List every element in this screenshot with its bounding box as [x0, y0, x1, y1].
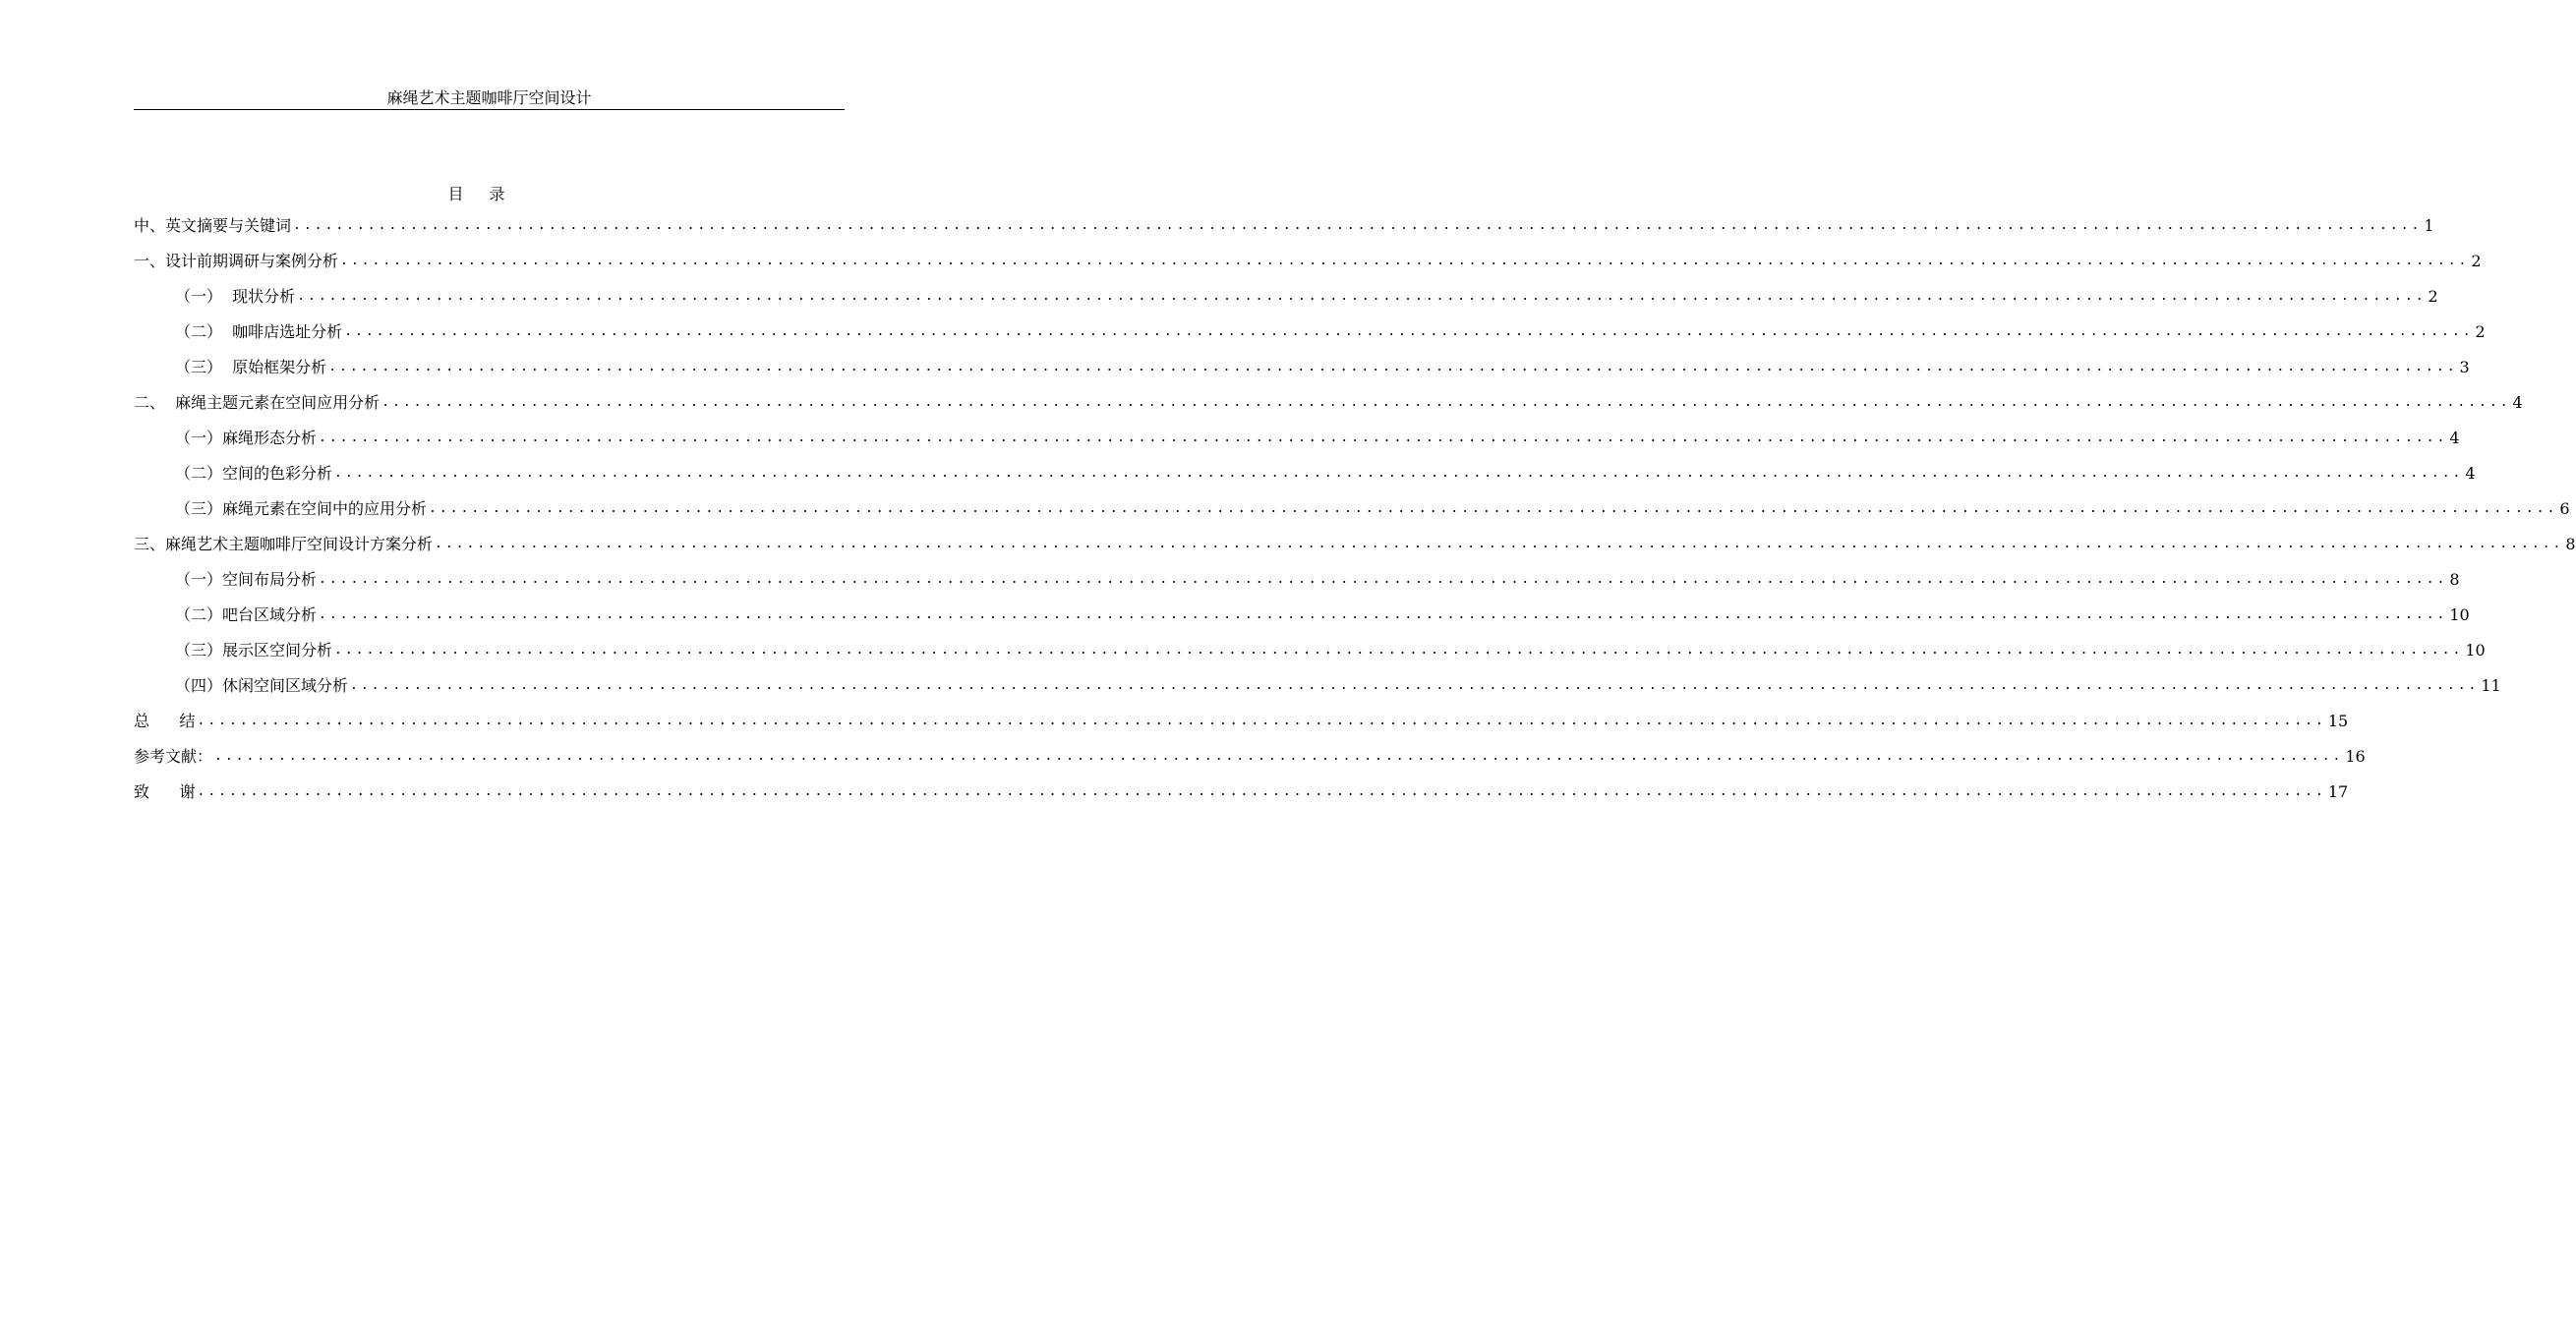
toc-entry-label: （一） 现状分析 — [175, 287, 296, 306]
toc-entry-label: （二）吧台区域分析 — [175, 605, 318, 624]
toc-dot-leader: ........................................................................................................................................................................................................ — [197, 784, 2326, 799]
toc-entry-label: 中、英文摘要与关键词 — [134, 216, 292, 235]
toc-entry-page-number: 2 — [2428, 287, 2438, 306]
toc-dot-leader: ........................................................................................................................................................................................................ — [334, 643, 2464, 658]
toc-entry-page-number: 3 — [2459, 358, 2470, 376]
toc-entry-page-number: 6 — [2559, 499, 2570, 518]
toc-dot-leader: ........................................................................................................................................................................................................ — [340, 254, 2470, 268]
toc-entry-page-number: 11 — [2481, 676, 2501, 695]
toc-entry[interactable] — [134, 279, 2438, 315]
toc-dot-leader: ........................................................................................................................................................................................................ — [381, 395, 2511, 410]
toc-dot-leader: ........................................................................................................................................................................................................ — [350, 678, 2480, 693]
toc-dot-leader: ........................................................................................................................................................................................................ — [429, 501, 2558, 516]
toc-dot-leader: ........................................................................................................................................................................................................ — [334, 466, 2464, 481]
toc-entry-label: （二） 咖啡店选址分析 — [175, 322, 343, 341]
toc-entry-label: 二、 麻绳主题元素在空间应用分析 — [134, 393, 381, 412]
toc-entry[interactable] — [134, 421, 2460, 456]
toc-dot-leader: ........................................................................................................................................................................................................ — [435, 537, 2564, 551]
toc-entry-label: （三）展示区空间分析 — [175, 641, 333, 660]
toc-entry-label: （二）空间的色彩分析 — [175, 464, 333, 483]
toc-entry-label: （四）休闲空间区域分析 — [175, 676, 349, 695]
toc-dot-leader: ........................................................................................................................................................................................................ — [197, 714, 2326, 728]
toc-entry[interactable] — [134, 527, 2576, 562]
toc-entry-page-number: 15 — [2327, 712, 2349, 730]
toc-entry-page-number: 8 — [2565, 535, 2576, 553]
toc-entry-page-number: 2 — [2475, 322, 2486, 341]
toc-entry-label: 三、麻绳艺术主题咖啡厅空间设计方案分析 — [134, 535, 434, 553]
toc-entry[interactable] — [134, 739, 2366, 775]
toc-dot-leader: ........................................................................................................................................................................................................ — [328, 360, 2458, 374]
toc-entry-label: 总 结 — [134, 712, 196, 730]
toc-entry[interactable] — [134, 598, 2470, 633]
toc-entry-page-number: 4 — [2449, 429, 2460, 447]
toc-entry-page-number: 4 — [2512, 393, 2523, 412]
toc-entry[interactable] — [134, 385, 2523, 421]
toc-entry-page-number: 10 — [2465, 641, 2486, 660]
toc-entry-label: 致 谢 — [134, 782, 196, 801]
toc-entry[interactable] — [134, 562, 2460, 598]
toc-entry[interactable] — [134, 208, 2434, 244]
toc-entry[interactable] — [134, 244, 2482, 279]
toc-entry-label: 一、设计前期调研与案例分析 — [134, 252, 339, 270]
toc-entry-page-number: 10 — [2449, 605, 2470, 624]
toc-entry[interactable] — [134, 668, 2501, 704]
page-header — [134, 87, 845, 110]
toc-entry-label: 参考文献： — [134, 747, 213, 766]
toc-entry[interactable] — [134, 633, 2486, 668]
toc-dot-leader: ........................................................................................................................................................................................................ — [319, 572, 2448, 587]
toc-dot-leader: ........................................................................................................................................................................................................ — [293, 218, 2423, 233]
toc-entry-page-number: 1 — [2424, 216, 2434, 235]
document-title: 麻绳艺术主题咖啡厅空间设计 — [386, 88, 592, 107]
toc-entry-page-number: 17 — [2327, 782, 2349, 801]
toc-entry-page-number: 2 — [2471, 252, 2482, 270]
toc-title: 目录 — [447, 185, 531, 203]
toc-entry-page-number: 16 — [2345, 747, 2366, 766]
toc-entry[interactable] — [134, 315, 2486, 350]
toc-dot-leader: ........................................................................................................................................................................................................ — [319, 431, 2448, 445]
toc-entry[interactable] — [134, 456, 2476, 491]
toc-dot-leader: ........................................................................................................................................................................................................ — [297, 289, 2427, 304]
toc-entry-label: （三） 原始框架分析 — [175, 358, 327, 376]
toc-dot-leader: ........................................................................................................................................................................................................ — [319, 607, 2448, 622]
toc-dot-leader: ........................................................................................................................................................................................................ — [214, 749, 2344, 764]
toc-dot-leader: ........................................................................................................................................................................................................ — [344, 324, 2474, 339]
toc-entry-page-number: 8 — [2449, 570, 2460, 589]
toc-entry[interactable] — [134, 350, 2470, 385]
toc-entry[interactable] — [134, 775, 2349, 810]
table-of-contents — [134, 208, 2576, 810]
toc-entry[interactable] — [134, 491, 2570, 527]
toc-entry-label: （一）空间布局分析 — [175, 570, 318, 589]
toc-entry[interactable] — [134, 704, 2349, 739]
toc-entry-page-number: 4 — [2465, 464, 2476, 483]
toc-entry-label: （三）麻绳元素在空间中的应用分析 — [175, 499, 428, 518]
toc-entry-label: （一）麻绳形态分析 — [175, 429, 318, 447]
